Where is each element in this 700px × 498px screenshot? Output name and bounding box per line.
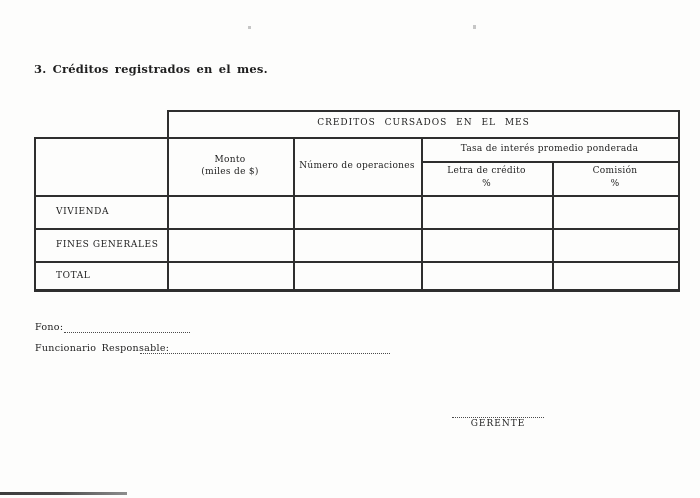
table-border-line xyxy=(678,110,680,291)
column-header-comision-line1: Comisión xyxy=(592,166,638,177)
table-cell-fines-comision xyxy=(554,230,676,260)
table-main-header: CREDITOS CURSADOS EN EL MES xyxy=(317,118,530,129)
column-header-letra-line1: Letra de crédito xyxy=(447,166,526,177)
row-label-fines-generales: FINES GENERALES xyxy=(56,240,159,250)
table-cell-vivienda-monto xyxy=(169,197,291,227)
table-cell-vivienda-letra xyxy=(423,197,550,227)
signature-block xyxy=(452,409,544,429)
table-border-line xyxy=(34,137,36,291)
section-heading: 3. Créditos registrados en el mes. xyxy=(34,62,268,76)
funcionario-dotted-line xyxy=(140,345,390,354)
table-cell-total-operaciones xyxy=(295,263,419,288)
table-cell-total-comision xyxy=(554,263,676,288)
row-label-total: TOTAL xyxy=(56,270,91,281)
column-group-header-tasa: Tasa de interés promedio ponderada xyxy=(460,143,639,154)
column-header-comision-line2: % xyxy=(610,178,620,189)
table-cell-vivienda-operaciones xyxy=(295,197,419,227)
signature-dotted-line xyxy=(452,409,544,418)
column-header-monto xyxy=(169,139,291,193)
scan-speck xyxy=(473,25,476,29)
column-header-letra-line2: % xyxy=(482,178,491,189)
column-header-letra-credito xyxy=(423,162,550,193)
fono-label: Fono: xyxy=(35,322,64,333)
scan-speck xyxy=(248,26,251,29)
row-label-vivienda: VIVIENDA xyxy=(56,207,110,217)
table-border-line xyxy=(34,289,680,292)
funcionario-responsable-label: Funcionario Responsable: xyxy=(35,343,170,354)
column-header-monto-line2: (miles de $) xyxy=(201,167,259,177)
gerente-label: GERENTE xyxy=(470,419,526,429)
table-cell-total-monto xyxy=(169,263,291,288)
table-cell-fines-letra xyxy=(423,230,550,260)
table-cell-total-letra xyxy=(423,263,550,288)
column-header-operaciones: Número de operaciones xyxy=(299,160,415,171)
fono-dotted-line xyxy=(64,324,190,333)
column-header-comision xyxy=(554,162,676,193)
table-cell-fines-monto xyxy=(169,230,291,260)
column-header-monto-line1: Monto xyxy=(214,154,246,165)
table-cell-fines-operaciones xyxy=(295,230,419,260)
scan-edge-line xyxy=(0,492,127,495)
table-cell-vivienda-comision xyxy=(554,197,676,227)
